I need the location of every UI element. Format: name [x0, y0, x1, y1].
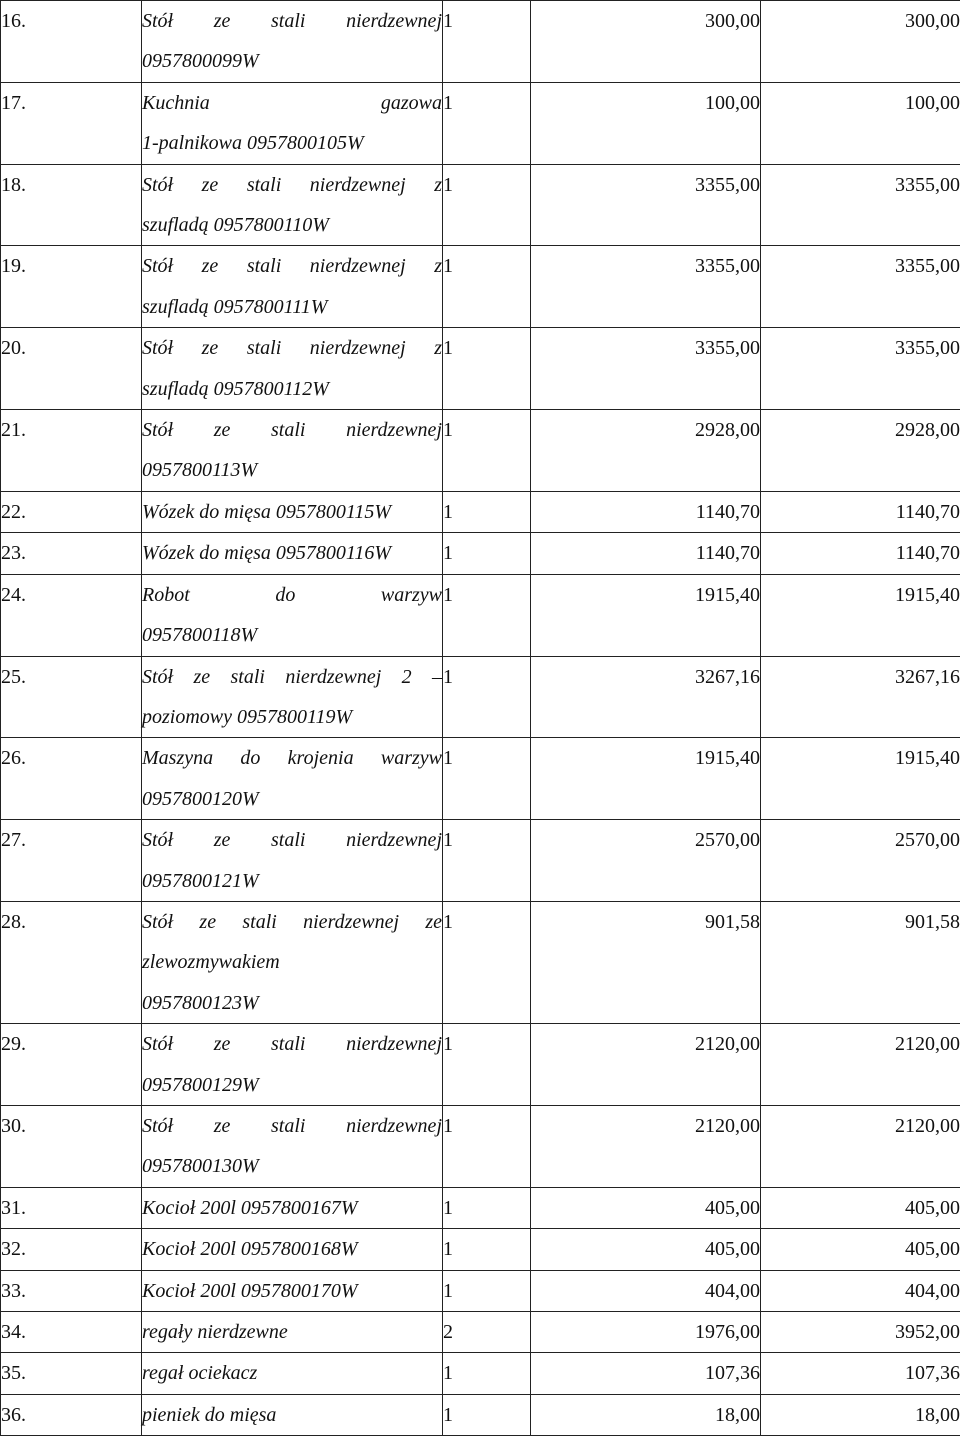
item-name-line: 1-palnikowa 0957800105W: [142, 123, 442, 163]
total-value-cell: 2120,00: [761, 1105, 960, 1187]
item-name-line: Robot do warzyw: [142, 575, 442, 615]
table-row: [1, 1024, 960, 1106]
item-name-cell: [142, 738, 443, 820]
item-name-line: Kocioł 200l 0957800170W: [142, 1271, 442, 1311]
table-row: [1, 1353, 960, 1394]
item-name-line: Stół ze stali nierdzewnej z: [142, 246, 442, 286]
table-row: [1, 901, 960, 1023]
total-value-cell: 1140,70: [761, 491, 960, 532]
unit-price-cell: 3355,00: [531, 164, 761, 246]
quantity-cell: 1: [443, 901, 531, 1023]
row-number-cell: 27.: [1, 820, 142, 902]
unit-price-cell: 1915,40: [531, 574, 761, 656]
unit-price-cell: 2120,00: [531, 1105, 761, 1187]
item-name-cell: [142, 1187, 443, 1228]
quantity-cell: 1: [443, 491, 531, 532]
row-number-cell: 22.: [1, 491, 142, 532]
quantity-cell: 1: [443, 1229, 531, 1270]
row-number-cell: 19.: [1, 246, 142, 328]
quantity-cell: 1: [443, 820, 531, 902]
table-row: [1, 328, 960, 410]
item-name-line: 0957800118W: [142, 615, 442, 655]
total-value-cell: 2570,00: [761, 820, 960, 902]
item-name-cell: [142, 1394, 443, 1435]
total-value-cell: 405,00: [761, 1229, 960, 1270]
table-row: [1, 738, 960, 820]
item-name-cell: [142, 533, 443, 574]
table-row: [1, 656, 960, 738]
quantity-cell: 1: [443, 1105, 531, 1187]
unit-price-cell: 1140,70: [531, 533, 761, 574]
total-value-cell: 901,58: [761, 901, 960, 1023]
item-name-line: zlewozmywakiem: [142, 942, 442, 982]
item-name-line: 0957800113W: [142, 450, 442, 490]
row-number-cell: 31.: [1, 1187, 142, 1228]
row-number-cell: 21.: [1, 410, 142, 492]
item-name-cell: [142, 410, 443, 492]
item-name-cell: [142, 1270, 443, 1311]
item-name-cell: [142, 901, 443, 1023]
item-name-line: 0957800129W: [142, 1065, 442, 1105]
inventory-table-body: [1, 1, 960, 1436]
item-name-line: regały nierdzewne: [142, 1312, 442, 1352]
row-number-cell: 28.: [1, 901, 142, 1023]
item-name-cell: [142, 1, 443, 83]
unit-price-cell: 901,58: [531, 901, 761, 1023]
table-row: [1, 533, 960, 574]
unit-price-cell: 300,00: [531, 1, 761, 83]
row-number-cell: 17.: [1, 82, 142, 164]
quantity-cell: 1: [443, 246, 531, 328]
table-row: [1, 820, 960, 902]
quantity-cell: 1: [443, 328, 531, 410]
unit-price-cell: 2120,00: [531, 1024, 761, 1106]
row-number-cell: 34.: [1, 1312, 142, 1353]
item-name-cell: [142, 491, 443, 532]
item-name-cell: [142, 1229, 443, 1270]
total-value-cell: 3355,00: [761, 164, 960, 246]
table-row: [1, 1270, 960, 1311]
row-number-cell: 35.: [1, 1353, 142, 1394]
item-name-cell: [142, 1024, 443, 1106]
quantity-cell: 1: [443, 738, 531, 820]
item-name-line: Stół ze stali nierdzewnej: [142, 1024, 442, 1064]
quantity-cell: 1: [443, 410, 531, 492]
unit-price-cell: 1915,40: [531, 738, 761, 820]
quantity-cell: 1: [443, 533, 531, 574]
quantity-cell: 1: [443, 574, 531, 656]
unit-price-cell: 107,36: [531, 1353, 761, 1394]
unit-price-cell: 3355,00: [531, 328, 761, 410]
quantity-cell: 2: [443, 1312, 531, 1353]
item-name-line: Kocioł 200l 0957800167W: [142, 1188, 442, 1228]
table-row: [1, 82, 960, 164]
item-name-cell: [142, 574, 443, 656]
unit-price-cell: 404,00: [531, 1270, 761, 1311]
item-name-line: Wózek do mięsa 0957800115W: [142, 492, 442, 532]
item-name-line: 0957800130W: [142, 1146, 442, 1186]
item-name-line: Kocioł 200l 0957800168W: [142, 1229, 442, 1269]
total-value-cell: 404,00: [761, 1270, 960, 1311]
table-row: [1, 1, 960, 83]
item-name-cell: [142, 82, 443, 164]
row-number-cell: 16.: [1, 1, 142, 83]
item-name-line: Stół ze stali nierdzewnej z: [142, 328, 442, 368]
unit-price-cell: 1140,70: [531, 491, 761, 532]
quantity-cell: 1: [443, 1270, 531, 1311]
row-number-cell: 32.: [1, 1229, 142, 1270]
item-name-line: Stół ze stali nierdzewnej 2 –: [142, 657, 442, 697]
unit-price-cell: 405,00: [531, 1187, 761, 1228]
row-number-cell: 23.: [1, 533, 142, 574]
quantity-cell: 1: [443, 1024, 531, 1106]
item-name-line: 0957800120W: [142, 779, 442, 819]
total-value-cell: 3952,00: [761, 1312, 960, 1353]
quantity-cell: 1: [443, 656, 531, 738]
row-number-cell: 26.: [1, 738, 142, 820]
item-name-line: Stół ze stali nierdzewnej ze: [142, 902, 442, 942]
row-number-cell: 20.: [1, 328, 142, 410]
quantity-cell: 1: [443, 1353, 531, 1394]
row-number-cell: 18.: [1, 164, 142, 246]
quantity-cell: 1: [443, 164, 531, 246]
unit-price-cell: 2928,00: [531, 410, 761, 492]
total-value-cell: 18,00: [761, 1394, 960, 1435]
total-value-cell: 2928,00: [761, 410, 960, 492]
total-value-cell: 2120,00: [761, 1024, 960, 1106]
table-row: [1, 164, 960, 246]
table-row: [1, 491, 960, 532]
item-name-cell: [142, 656, 443, 738]
table-row: [1, 1394, 960, 1435]
row-number-cell: 36.: [1, 1394, 142, 1435]
row-number-cell: 29.: [1, 1024, 142, 1106]
quantity-cell: 1: [443, 1394, 531, 1435]
item-name-line: regał ociekacz: [142, 1353, 442, 1393]
item-name-line: szufladą 0957800111W: [142, 287, 442, 327]
item-name-line: poziomowy 0957800119W: [142, 697, 442, 737]
table-row: [1, 246, 960, 328]
quantity-cell: 1: [443, 1, 531, 83]
item-name-line: Wózek do mięsa 0957800116W: [142, 533, 442, 573]
quantity-cell: 1: [443, 82, 531, 164]
table-row: [1, 1229, 960, 1270]
item-name-line: Stół ze stali nierdzewnej z: [142, 165, 442, 205]
item-name-line: pieniek do mięsa: [142, 1395, 442, 1435]
total-value-cell: 300,00: [761, 1, 960, 83]
table-row: [1, 574, 960, 656]
item-name-cell: [142, 1312, 443, 1353]
item-name-cell: [142, 246, 443, 328]
unit-price-cell: 405,00: [531, 1229, 761, 1270]
total-value-cell: 1915,40: [761, 738, 960, 820]
row-number-cell: 25.: [1, 656, 142, 738]
quantity-cell: 1: [443, 1187, 531, 1228]
total-value-cell: 405,00: [761, 1187, 960, 1228]
row-number-cell: 24.: [1, 574, 142, 656]
table-row: [1, 1187, 960, 1228]
item-name-line: Stół ze stali nierdzewnej: [142, 410, 442, 450]
row-number-cell: 33.: [1, 1270, 142, 1311]
total-value-cell: 3355,00: [761, 246, 960, 328]
unit-price-cell: 2570,00: [531, 820, 761, 902]
total-value-cell: 3267,16: [761, 656, 960, 738]
unit-price-cell: 18,00: [531, 1394, 761, 1435]
item-name-cell: [142, 1353, 443, 1394]
unit-price-cell: 3267,16: [531, 656, 761, 738]
item-name-line: szufladą 0957800112W: [142, 369, 442, 409]
item-name-line: 0957800121W: [142, 861, 442, 901]
item-name-line: szufladą 0957800110W: [142, 205, 442, 245]
unit-price-cell: 100,00: [531, 82, 761, 164]
item-name-cell: [142, 164, 443, 246]
item-name-line: Stół ze stali nierdzewnej: [142, 820, 442, 860]
total-value-cell: 100,00: [761, 82, 960, 164]
item-name-cell: [142, 328, 443, 410]
item-name-line: Stół ze stali nierdzewnej: [142, 1, 442, 41]
item-name-cell: [142, 820, 443, 902]
total-value-cell: 3355,00: [761, 328, 960, 410]
total-value-cell: 107,36: [761, 1353, 960, 1394]
total-value-cell: 1140,70: [761, 533, 960, 574]
row-number-cell: 30.: [1, 1105, 142, 1187]
table-row: [1, 1105, 960, 1187]
item-name-line: Stół ze stali nierdzewnej: [142, 1106, 442, 1146]
item-name-line: 0957800099W: [142, 41, 442, 81]
table-row: [1, 410, 960, 492]
item-name-line: Kuchnia gazowa: [142, 83, 442, 123]
item-name-line: Maszyna do krojenia warzyw: [142, 738, 442, 778]
total-value-cell: 1915,40: [761, 574, 960, 656]
unit-price-cell: 1976,00: [531, 1312, 761, 1353]
item-name-cell: [142, 1105, 443, 1187]
item-name-line: 0957800123W: [142, 983, 442, 1023]
table-row: [1, 1312, 960, 1353]
unit-price-cell: 3355,00: [531, 246, 761, 328]
